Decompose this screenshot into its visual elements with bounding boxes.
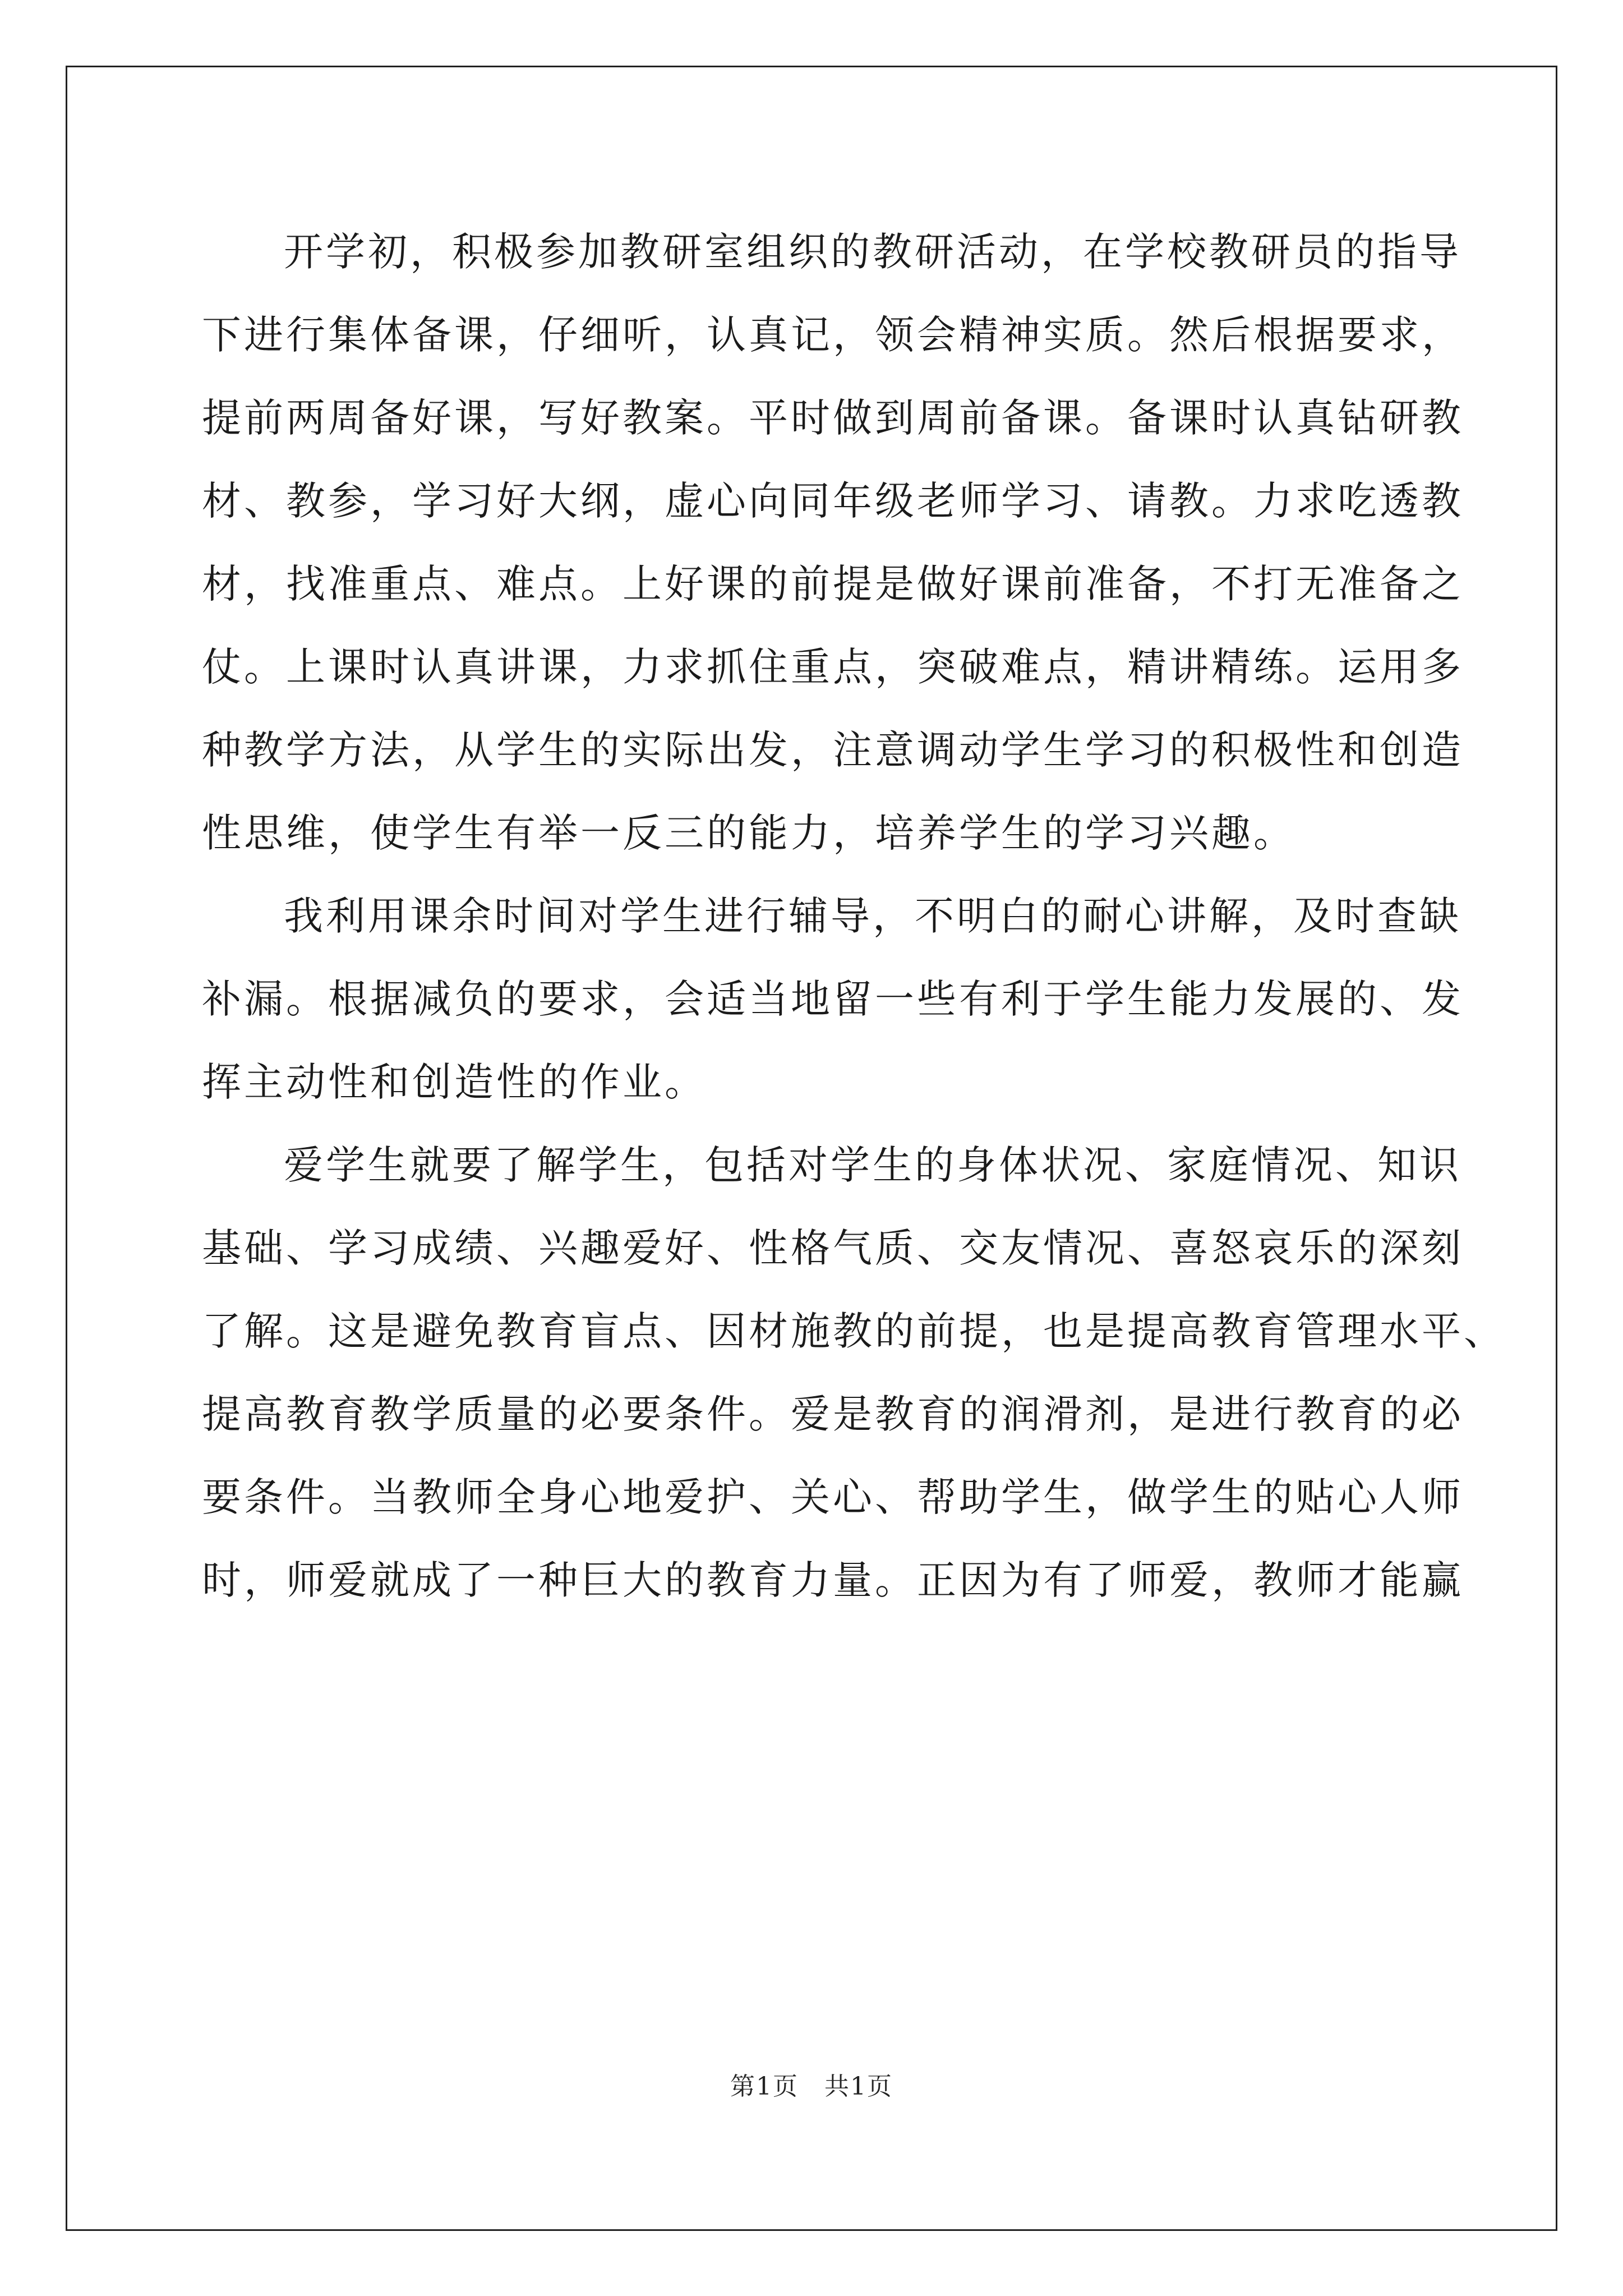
text-line: 基础、学习成绩、兴趣爱好、性格气质、交友情况、喜怒哀乐的深刻 <box>202 1225 1464 1271</box>
text-line: 了解。这是避免教育盲点、因材施教的前提，也是提高教育管理水平、 <box>202 1308 1506 1354</box>
paragraph-1 <box>202 210 1464 875</box>
text-line: 补漏。根据减负的要求，会适当地留一些有利于学生能力发展的、发 <box>202 976 1464 1022</box>
text-line: 爱学生就要了解学生，包括对学生的身体状况、家庭情况、知识 <box>284 1142 1461 1188</box>
text-line: 种教学方法，从学生的实际出发，注意调动学生学习的积极性和创造 <box>202 727 1464 773</box>
text-line: 时，师爱就成了一种巨大的教育力量。正因为有了师爱，教师才能赢 <box>202 1557 1464 1603</box>
text-line: 提高教育教学质量的必要条件。爱是教育的润滑剂，是进行教育的必 <box>202 1391 1464 1437</box>
page-number: 第1页 共1页 <box>730 2072 893 2101</box>
text-line: 挥主动性和创造性的作业。 <box>202 1059 707 1105</box>
paragraph-2 <box>202 875 1464 1124</box>
text-line: 性思维，使学生有举一反三的能力，培养学生的学习兴趣。 <box>202 810 1295 856</box>
text-line: 材，找准重点、难点。上好课的前提是做好课前准备，不打无准备之 <box>202 561 1464 607</box>
text-line: 我利用课余时间对学生进行辅导，不明白的耐心讲解，及时查缺 <box>284 893 1461 939</box>
text-line: 要条件。当教师全身心地爱护、关心、帮助学生，做学生的贴心人师 <box>202 1474 1464 1520</box>
text-line: 仗。上课时认真讲课，力求抓住重点，突破难点，精讲精练。运用多 <box>202 644 1464 690</box>
text-line: 下进行集体备课，仔细听，认真记，领会精神实质。然后根据要求， <box>202 312 1464 358</box>
document-body <box>202 210 1506 1622</box>
paragraph-3 <box>202 1124 1506 1622</box>
text-line: 开学初，积极参加教研室组织的教研活动，在学校教研员的指导 <box>284 229 1461 275</box>
text-line: 提前两周备好课，写好教案。平时做到周前备课。备课时认真钻研教 <box>202 395 1464 441</box>
text-line: 材、教参，学习好大纲，虚心向同年级老师学习、请教。力求吃透教 <box>202 478 1464 524</box>
